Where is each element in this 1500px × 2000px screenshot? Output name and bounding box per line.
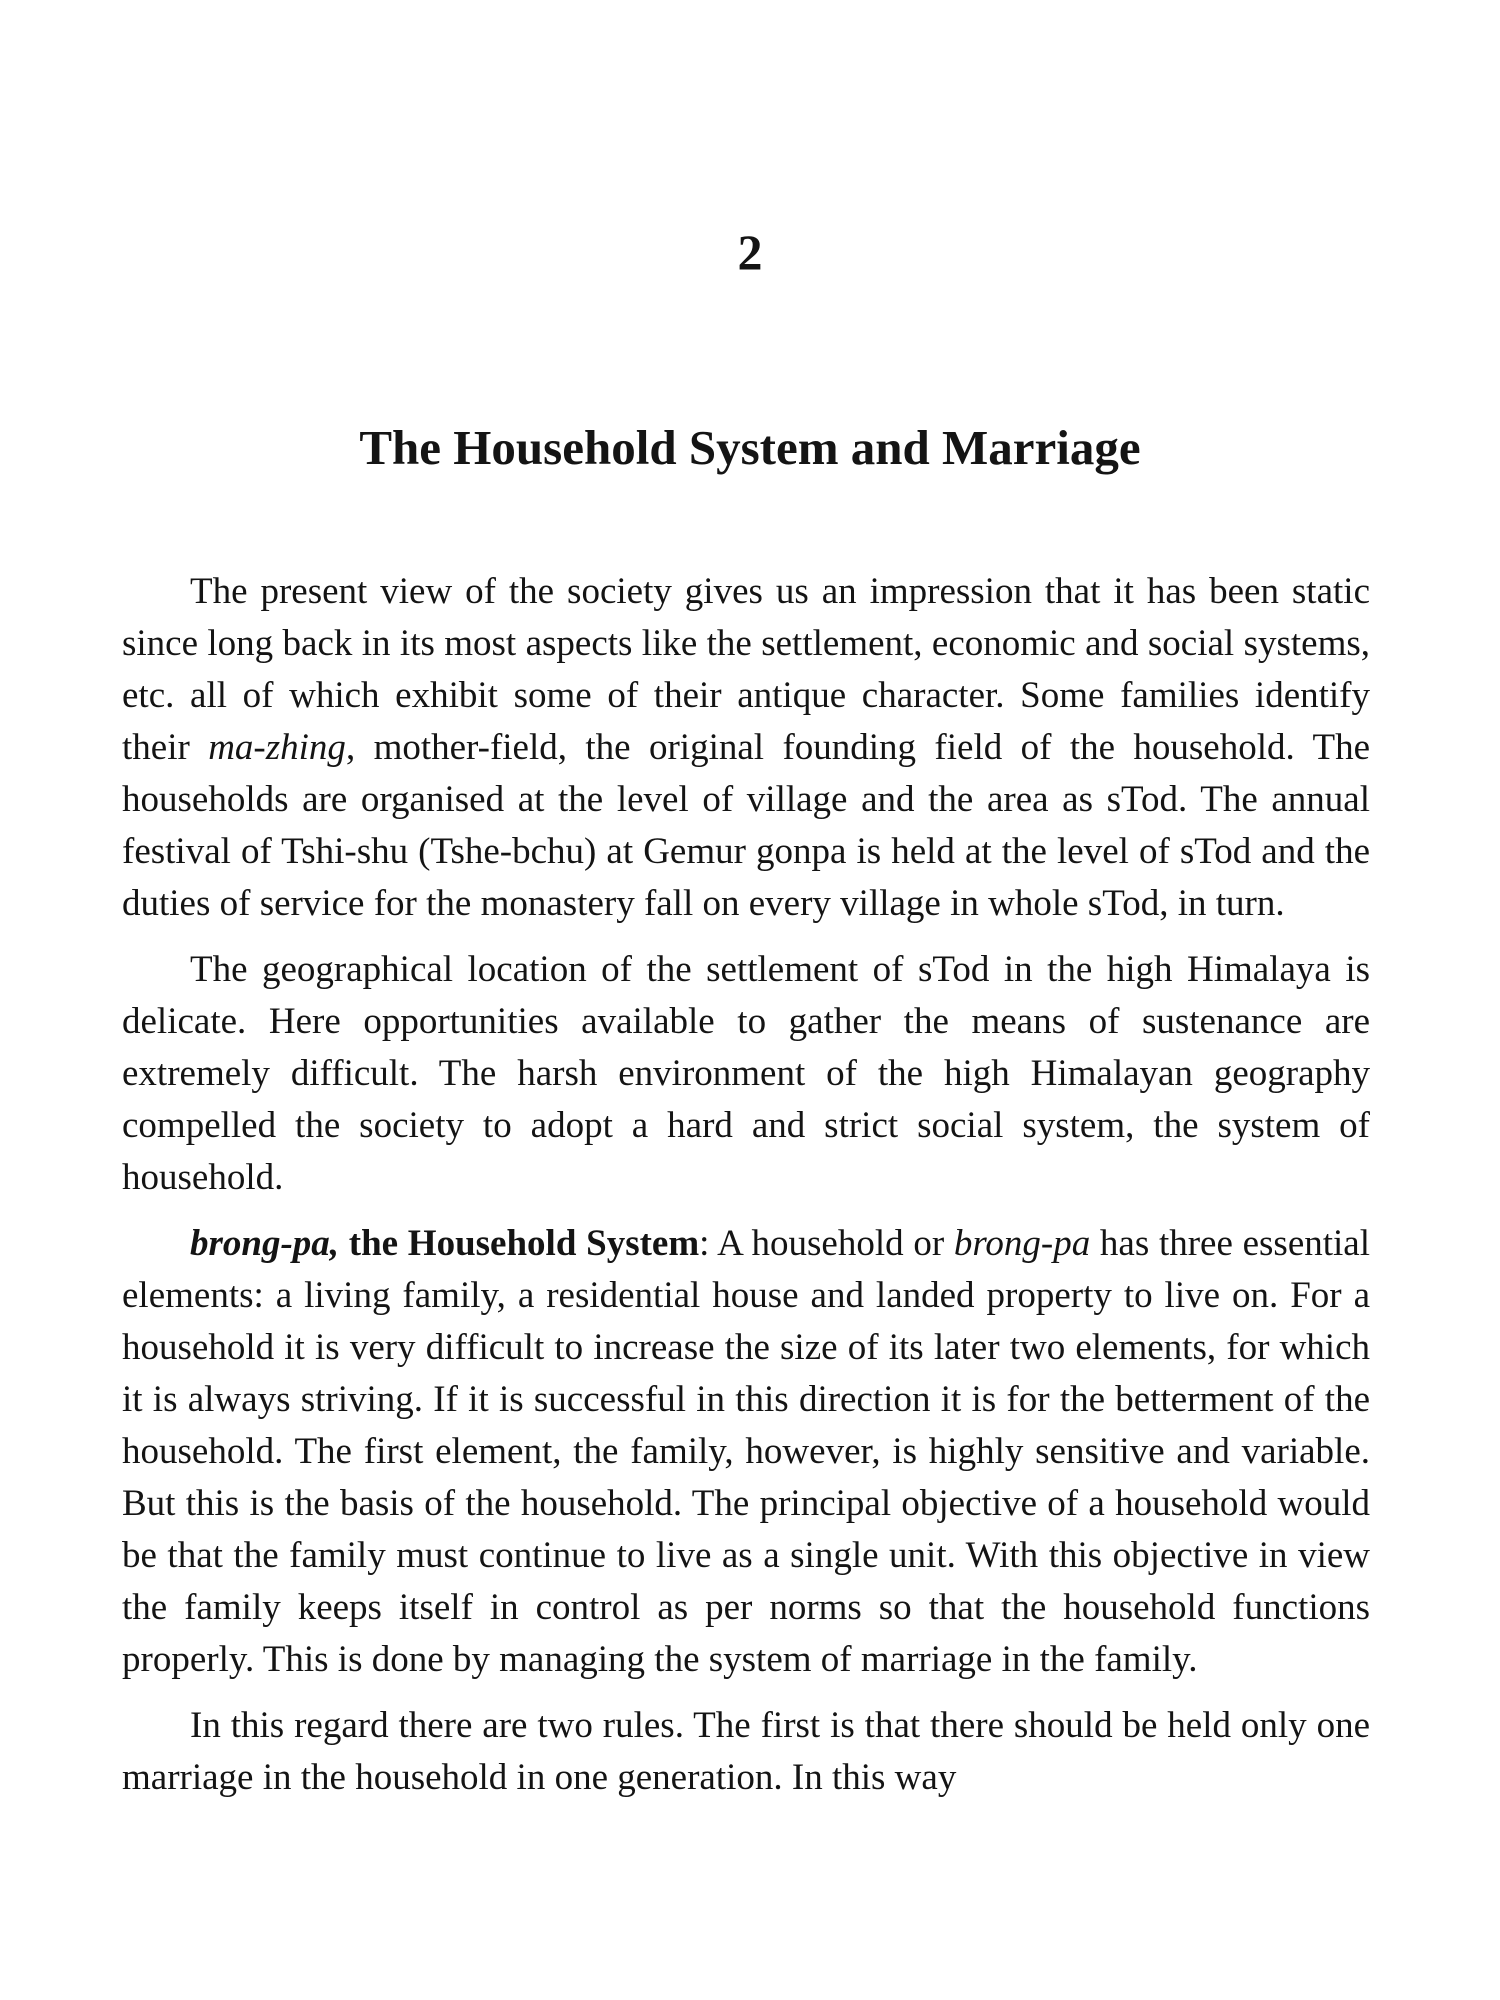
paragraph-4: In this regard there are two rules. The first is that there should be held only one marriage in the household in one generation. In this way — [122, 1705, 1370, 1798]
paragraph-1 — [122, 566, 1370, 930]
body-text — [122, 566, 1370, 1818]
paragraph-3 — [122, 1218, 1370, 1686]
paragraph-1-text-a: The present view of the society gives us an impression that it has been static since long back in its most aspects like the settlement, economic and social systems, etc. all of which exhibit some of their antique character. Some families identify their — [122, 571, 1370, 768]
section-heading: the Household System — [339, 1223, 700, 1264]
term-ma-zhing: ma-zhing — [208, 727, 346, 768]
paragraph-2: The geographical location of the settlement of sTod in the high Himalaya is delicate. Here opportunities available to gather the means of sustenance are extremely difficult. The harsh environment of the high Himalayan geography compelled the society to adopt a hard and strict social system, the system of household. — [122, 949, 1370, 1198]
paragraph-3-text-a: : A household or — [699, 1223, 954, 1264]
chapter-number: 2 — [737, 224, 763, 280]
paragraph-3-text-b: has three essential elements: a living family, a residential house and landed property to live on. For a household it is very difficult to increase the size of its later two elements, for which it is always striving. If it is successful in this direction it is for the betterment of the household. The first element, the family, however, is highly sensitive and variable. But this is the basis of the household. The principal objective of a household would be that the family must continue to live as a single unit. With this objective in view the family keeps itself in control as per norms so that the household functions properly. This is done by managing the system of marriage in the family. — [122, 1223, 1370, 1680]
chapter-title: The Household System and Marriage — [359, 420, 1141, 475]
term-brong-pa: brong-pa — [953, 1223, 1091, 1264]
section-heading-term: brong-pa, — [190, 1223, 340, 1264]
paragraph-1-text-b: , mother-field, the original founding field of the household. The households are organised at the level of village and the area as sTod. The annual festival of Tshi-shu (Tshe-bchu) at Gemur gonpa is held at the level of sTod and the duties of service for the monastery fall on every village in whole sTod, in turn. — [122, 727, 1371, 924]
